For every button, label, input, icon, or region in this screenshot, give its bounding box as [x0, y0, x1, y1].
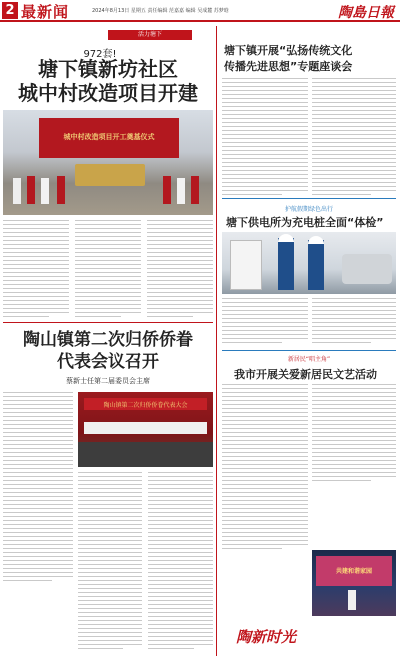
slogan-art-icon: 陶新时光	[236, 628, 297, 646]
article-headline-line2: 城中村改造项目开建	[18, 81, 198, 105]
parked-car	[342, 254, 392, 284]
section-tag: 活力塘下	[108, 30, 192, 40]
power-body-col2	[312, 298, 396, 346]
seminar-headline-line1: 塘下镇开展“弘扬传统文化	[224, 44, 353, 57]
overseas-subhead: 蔡新士任第二届委员会主席	[66, 377, 150, 385]
meeting-banner	[84, 398, 207, 410]
stage-screen	[316, 556, 392, 586]
overseas-body-col1	[3, 392, 73, 584]
overseas-headline-line1: 陶山镇第二次归侨侨眷	[23, 330, 193, 350]
charging-pile-photo	[222, 232, 396, 294]
audience	[78, 442, 213, 467]
culture-divider	[222, 350, 396, 351]
event-backdrop	[39, 118, 179, 158]
backdrop-text: 城中村改造项目开工奠基仪式	[63, 133, 155, 141]
power-kicker: 护航假期绿色出行	[284, 206, 333, 213]
section-divider	[3, 322, 213, 323]
overseas-body-col3	[148, 472, 213, 652]
article-body-col1	[3, 220, 69, 320]
culture-headline: 我市开展关爱新居民文艺活动	[234, 368, 377, 381]
culture-body-col1	[222, 384, 308, 552]
decorative-slogan	[222, 622, 396, 652]
helmet-2	[308, 236, 324, 244]
article-body-col2	[75, 220, 141, 320]
power-headline: 塘下供电所为充电桩全面“体检”	[226, 216, 384, 229]
page-number: 2	[2, 2, 18, 19]
crowd	[13, 172, 203, 210]
article-kicker: 972套!	[83, 49, 117, 60]
newspaper-brand: 陶島日報	[338, 5, 394, 21]
power-body-col1	[222, 298, 308, 346]
worker-1	[278, 238, 294, 290]
culture-kicker: 新居民“唱主角”	[287, 356, 331, 363]
seminar-body-col2	[312, 78, 396, 198]
article-headline-line1: 塘下镇新坊社区	[38, 57, 178, 81]
overseas-headline-line2: 代表会议召开	[57, 352, 159, 372]
culture-body-col2	[312, 384, 396, 484]
worker-2	[308, 240, 324, 290]
stage-performance-photo	[312, 550, 396, 616]
groundbreaking-photo	[3, 110, 213, 215]
stage-table	[84, 422, 207, 434]
issue-meta: 2024年8月13日 星期五 责任编辑 范嘉嘉 编辑 吴成麓 苏梦晗	[92, 8, 229, 14]
stage-screen-text: 共建和谐家园	[335, 568, 372, 575]
helmet-1	[278, 234, 294, 242]
section-title: 最新闻	[21, 3, 70, 21]
power-divider	[222, 198, 396, 199]
seminar-headline-line2: 传播先进思想”专题座谈会	[224, 60, 353, 73]
column-divider	[216, 26, 217, 656]
performer	[348, 590, 356, 610]
seminar-body-col1	[222, 78, 308, 198]
article-body-col3	[147, 220, 213, 320]
overseas-body-col2	[78, 472, 142, 652]
masthead	[0, 0, 400, 22]
charging-pile	[230, 240, 262, 290]
meeting-banner-text: 陶山镇第二次归侨侨眷代表大会	[103, 402, 188, 409]
overseas-meeting-photo	[78, 392, 213, 467]
